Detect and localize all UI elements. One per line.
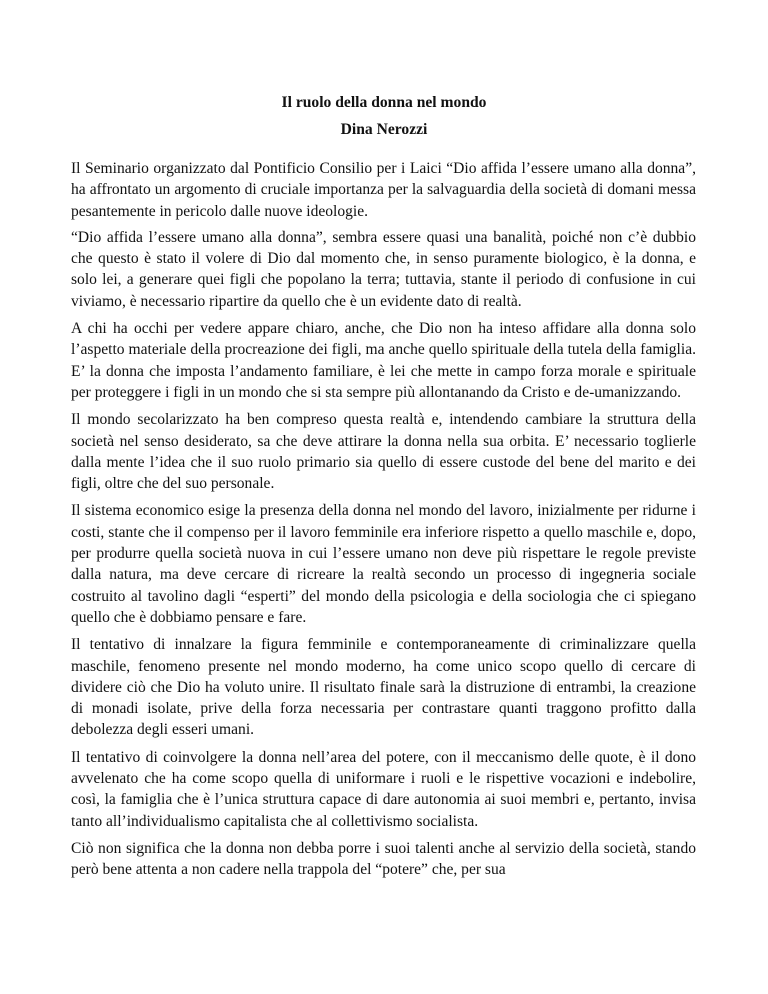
paragraph: Il sistema economico esige la presenza della donna nel mondo del lavoro, inizialmente per ridurne i costi, stante che il compenso per il lavoro femminile era inferiore rispetto a quello maschile e, dopo, per produrre quella società nuova in cui l’essere umano non deve più rispettare le regole previste dalla natura, ma deve cercare di ricreare la realtà secondo un processo di ingegneria sociale costruito al tavolino dagli “esperti” del mondo della psicologia e della sociologia che ci spiegano quello che è dobbiamo pensare e fare. — [71, 502, 696, 626]
document-title: Il ruolo della donna nel mondo — [281, 94, 487, 111]
paragraph: Ciò non significa che la donna non debba porre i suoi talenti anche al servizio della società, stando però bene attenta a non cadere nella trappola del “potere” che, per sua — [71, 839, 696, 879]
document-author: Dina Nerozzi — [340, 121, 428, 138]
paragraph: A chi ha occhi per vedere appare chiaro, anche, che Dio non ha inteso affidare alla donna solo l’aspetto materiale della procreazione dei figli, ma anche quello spirituale della tutela della famiglia. E’ la donna che imposta l’andamento familiare, è lei che mette in campo forza morale e spirituale per proteggere i figli in un mondo che si sta sempre più allontanando da Cristo e de-umanizzando. — [71, 320, 696, 401]
paragraph: “Dio affida l’essere umano alla donna”, sembra essere quasi una banalità, poiché non c’è dubbio che questo è stato il volere di Dio dal momento che, in senso puramente biologico, è la donna, e solo lei, a generare quei figli che popolano la terra; tuttavia, stante il periodo di confusione in cui viviamo, è necessario ripartire da quello che è un evidente dato di realtà. — [71, 228, 696, 310]
paragraph: Il mondo secolarizzato ha ben compreso questa realtà e, intendendo cambiare la struttura della società nel senso desiderato, sa che deve attirare la donna nella sua orbita. E’ necessario toglierle dalla mente l’idea che il suo ruolo primario sia quello di essere custode del bene del marito e dei figli, oltre che del suo personale. — [71, 411, 696, 493]
document-body — [71, 158, 696, 887]
paragraph: Il tentativo di innalzare la figura femminile e contemporaneamente di criminalizzare quella maschile, fenomeno presente nel mondo moderno, ha come unico scopo quello di cercare di dividere ciò che Dio ha voluto unire. Il risultato finale sarà la distruzione di entrambi, la creazione di monadi isolate, prive della forza necessaria per contrastare quanti traggono profitto dalla debolezza degli esseri umani. — [71, 636, 696, 739]
paragraph: Il tentativo di coinvolgere la donna nell’area del potere, con il meccanismo delle quote, è il dono avvelenato che ha come scopo quella di uniformare i ruoli e le rispettive vocazioni e indebolire, così, la famiglia che è l’unica struttura capace di dare autonomia ai suoi membri e, pertanto, invisa tanto all’individualismo capitalista che al collettivismo socialista. — [71, 748, 696, 830]
paragraph: Il Seminario organizzato dal Pontificio Consilio per i Laici “Dio affida l’essere umano alla donna”, ha affrontato un argomento di cruciale importanza per la salvaguardia della società di domani messa pesantemente in pericolo dalle nuove ideologie. — [71, 160, 696, 220]
